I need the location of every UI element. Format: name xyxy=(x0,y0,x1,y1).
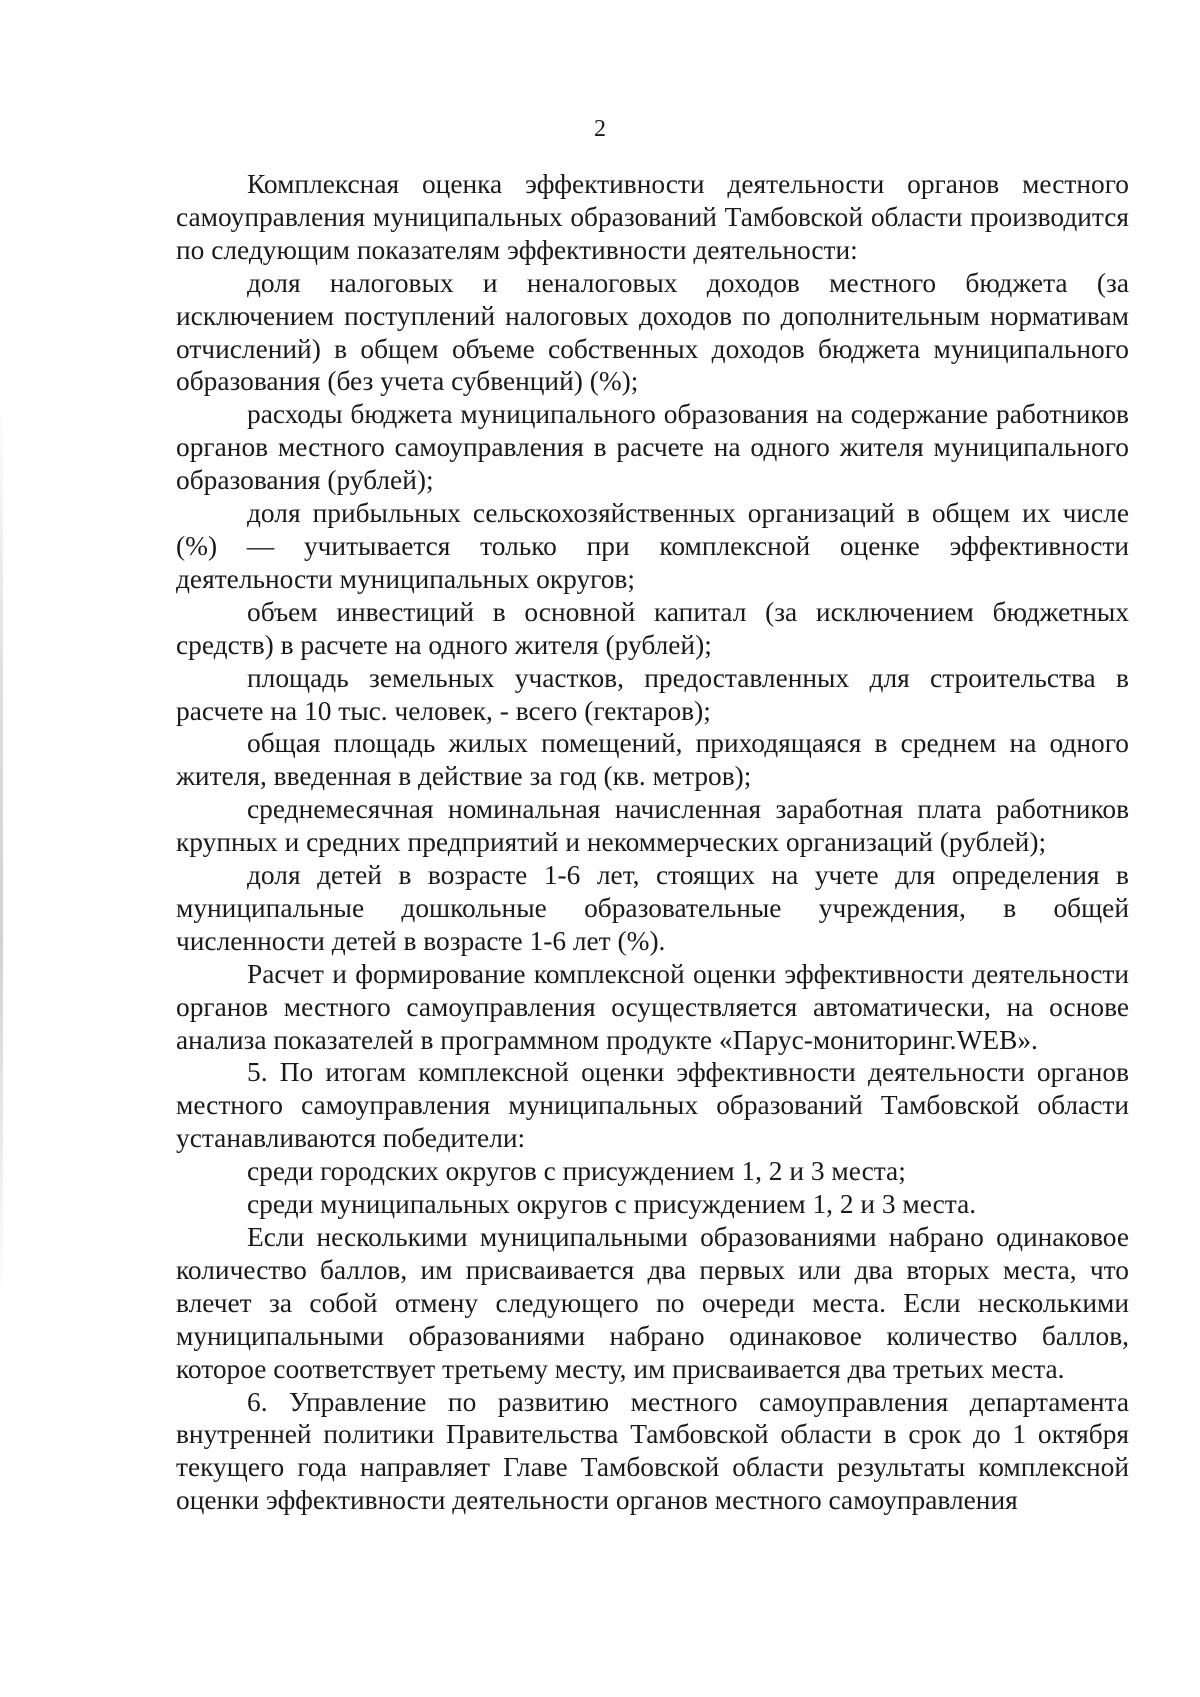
paragraph-section-5: 5. По итогам комплексной оценки эффективности деятельности органов местного самоуправления муниципальных образований Тамбовской области устанавливаются победители: xyxy=(176,1057,1129,1154)
indicator-staff-expenses: расходы бюджета муниципального образования на содержание работников органов местного самоуправления в расчете на одного жителя муниципального образования (рублей); xyxy=(176,399,1129,496)
paragraph-section-6: 6. Управление по развитию местного самоуправления департамента внутренней политики Правительства Тамбовской области в срок до 1 октября текущего года направляет Главе Тамбовской области результаты комплексной оценки эффективности деятельности органов местного самоуправления xyxy=(176,1386,1129,1516)
paragraph-calculation: Расчет и формирование комплексной оценки эффективности деятельности органов местного самоуправления осуществляется автоматически, на основе анализа показателей в программном продукте «Парус-мониторинг.WEB». xyxy=(176,958,1129,1055)
document-body xyxy=(176,168,1129,1517)
scan-edge-shadow xyxy=(0,400,3,1300)
indicator-average-salary: среднемесячная номинальная начисленная заработная плата работников крупных и средних предприятий и некоммерческих организаций (рублей); xyxy=(176,794,1129,858)
indicator-tax-revenue-share: доля налоговых и неналоговых доходов местного бюджета (за исключением поступлений налоговых доходов по дополнительным нормативам отчислений) в общем объеме собственных доходов бюджета муниципального образования (без учета субвенций) (%); xyxy=(176,267,1129,397)
indicator-preschool-queue: доля детей в возрасте 1-6 лет, стоящих на учете для определения в муниципальные дошкольные образовательные учреждения, в общей численности детей в возрасте 1-6 лет (%). xyxy=(176,860,1129,956)
paragraph-tie-rules: Если несколькими муниципальными образованиями набрано одинаковое количество баллов, им присваивается два первых или два вторых места, что влечет за собой отмену следующего по очереди места. Если несколькими муниципальными образованиями набрано одинаковое количество баллов, которое соответствует третьему месту, им присваивается два третьих места. xyxy=(176,1222,1129,1384)
indicator-investment-volume: объем инвестиций в основной капитал (за исключением бюджетных средств) в расчете на одного жителя (рублей); xyxy=(176,596,1129,660)
indicator-profitable-agri-orgs: доля прибыльных сельскохозяйственных организаций в общем их числе (%) — учитывается только при комплексной оценке эффективности деятельности муниципальных округов; xyxy=(176,498,1129,594)
indicator-land-area: площадь земельных участков, предоставленных для строительства в расчете на 10 тыс. человек, - всего (гектаров); xyxy=(176,662,1129,726)
page-number: 2 xyxy=(594,116,606,142)
paragraph-municipal-districts: среди муниципальных округов с присуждением 1, 2 и 3 места. xyxy=(247,1189,977,1220)
paragraph-urban-districts: среди городских округов с присуждением 1, 2 и 3 места; xyxy=(247,1156,906,1187)
indicator-housing-area: общая площадь жилых помещений, приходящаяся в среднем на одного жителя, введенная в действие за год (кв. метров); xyxy=(176,728,1129,792)
paragraph-intro: Комплексная оценка эффективности деятельности органов местного самоуправления муниципальных образований Тамбовской области производится по следующим показателям эффективности деятельности: xyxy=(176,169,1129,265)
